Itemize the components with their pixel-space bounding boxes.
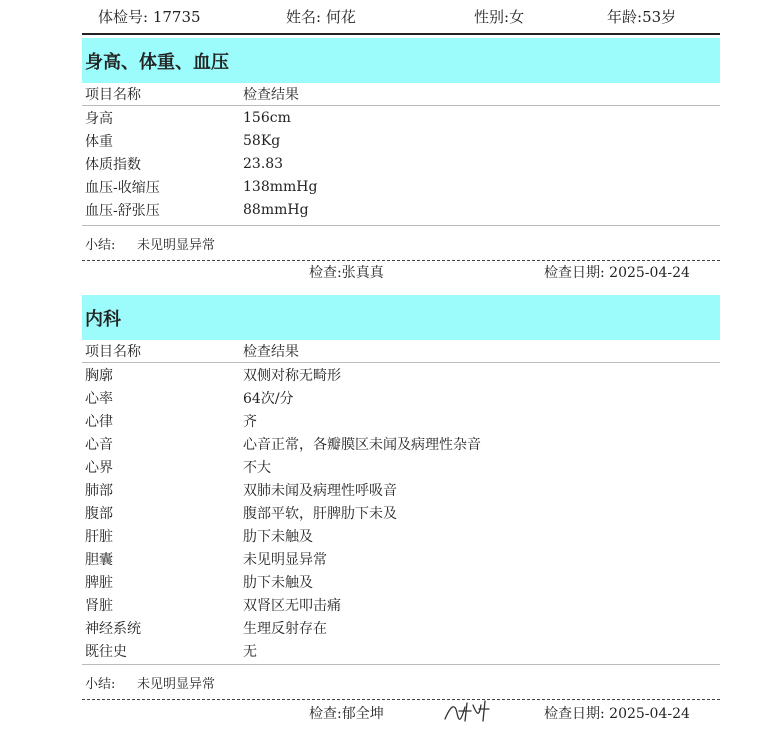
- examiner: 检查:张真真: [309, 265, 384, 281]
- column-header-item: 项目名称: [85, 344, 141, 360]
- column-header-item: 项目名称: [85, 87, 141, 103]
- item-name: 脾脏: [85, 574, 113, 591]
- examiner: 检查:郁全坤: [309, 706, 384, 722]
- item-name: 肾脏: [85, 597, 113, 614]
- item-name: 肝脏: [85, 528, 113, 545]
- item-result: 双肺未闻及病理性呼吸音: [243, 482, 397, 499]
- table-row: [82, 386, 720, 409]
- item-result: 不大: [243, 459, 271, 476]
- item-result: 156cm: [243, 109, 291, 126]
- item-result: 64次/分: [243, 390, 294, 407]
- table-header: [82, 83, 720, 106]
- table-row: [82, 570, 720, 593]
- section-title: 内科: [85, 308, 121, 330]
- item-name: 心率: [85, 390, 113, 407]
- item-name: 既往史: [85, 643, 127, 660]
- item-name: 胆囊: [85, 551, 113, 568]
- item-result: 心音正常，各瓣膜区未闻及病理性杂音: [243, 436, 481, 453]
- section-body-measurements: [82, 38, 720, 261]
- column-header-result: 检查结果: [243, 344, 299, 360]
- table-row: [82, 501, 720, 524]
- item-result: 双肾区无叩击痛: [243, 597, 341, 614]
- item-name: 心音: [85, 436, 113, 453]
- summary-text: 未见明显异常: [137, 237, 216, 253]
- item-result: 88mmHg: [243, 201, 309, 218]
- table-row: [82, 478, 720, 501]
- table-row: [82, 616, 720, 639]
- item-name: 腹部: [85, 505, 113, 522]
- table-row: [82, 455, 720, 478]
- table-row: [82, 432, 720, 455]
- item-result: 肋下未触及: [243, 528, 313, 545]
- handwritten-signature: [443, 699, 493, 729]
- table-row: [82, 524, 720, 547]
- item-name: 心律: [85, 413, 113, 430]
- section-summary: [82, 664, 720, 700]
- item-result: 生理反射存在: [243, 620, 327, 637]
- table-row: [82, 198, 720, 221]
- section-internal-medicine: [82, 295, 720, 700]
- item-name: 身高: [85, 110, 113, 127]
- section-title-band: [82, 38, 720, 83]
- table-row: [82, 547, 720, 570]
- table-row: [82, 152, 720, 175]
- table-row: [82, 639, 720, 662]
- exam-number: 体检号: 17735: [98, 8, 201, 26]
- column-header-result: 检查结果: [243, 87, 299, 103]
- item-name: 体重: [85, 133, 113, 150]
- patient-name: 姓名: 何花: [286, 8, 356, 26]
- item-name: 胸廓: [85, 367, 113, 384]
- item-name: 血压-舒张压: [85, 202, 160, 219]
- item-result: 23.83: [243, 155, 284, 172]
- header-divider: [82, 33, 720, 35]
- section-title-band: [82, 295, 720, 340]
- exam-date: 检查日期: 2025-04-24: [544, 706, 690, 722]
- item-result: 未见明显异常: [243, 551, 327, 568]
- patient-age: 年龄:53岁: [607, 8, 677, 26]
- exam-date: 检查日期: 2025-04-24: [544, 265, 690, 281]
- item-name: 心界: [85, 459, 113, 476]
- table-row: [82, 175, 720, 198]
- item-result: 腹部平软，肝脾肋下未及: [243, 505, 397, 522]
- section-title: 身高、体重、血压: [85, 51, 229, 73]
- summary-label: 小结:: [85, 676, 116, 692]
- table-row: [82, 106, 720, 129]
- item-result: 138mmHg: [243, 178, 318, 195]
- item-name: 血压-收缩压: [85, 179, 160, 196]
- item-result: 无: [243, 643, 257, 660]
- table-row: [82, 363, 720, 386]
- item-result: 58Kg: [243, 132, 281, 149]
- item-result: 齐: [243, 413, 257, 430]
- item-result: 肋下未触及: [243, 574, 313, 591]
- item-name: 肺部: [85, 482, 113, 499]
- table-row: [82, 409, 720, 432]
- signature-scribble: [443, 699, 493, 725]
- summary-label: 小结:: [85, 237, 116, 253]
- section-summary: [82, 225, 720, 261]
- summary-text: 未见明显异常: [137, 676, 216, 692]
- item-result: 双侧对称无畸形: [243, 367, 341, 384]
- table-header: [82, 340, 720, 363]
- patient-gender: 性别:女: [474, 8, 525, 26]
- table-row: [82, 593, 720, 616]
- item-name: 神经系统: [85, 620, 141, 637]
- item-name: 体质指数: [85, 156, 141, 173]
- table-row: [82, 129, 720, 152]
